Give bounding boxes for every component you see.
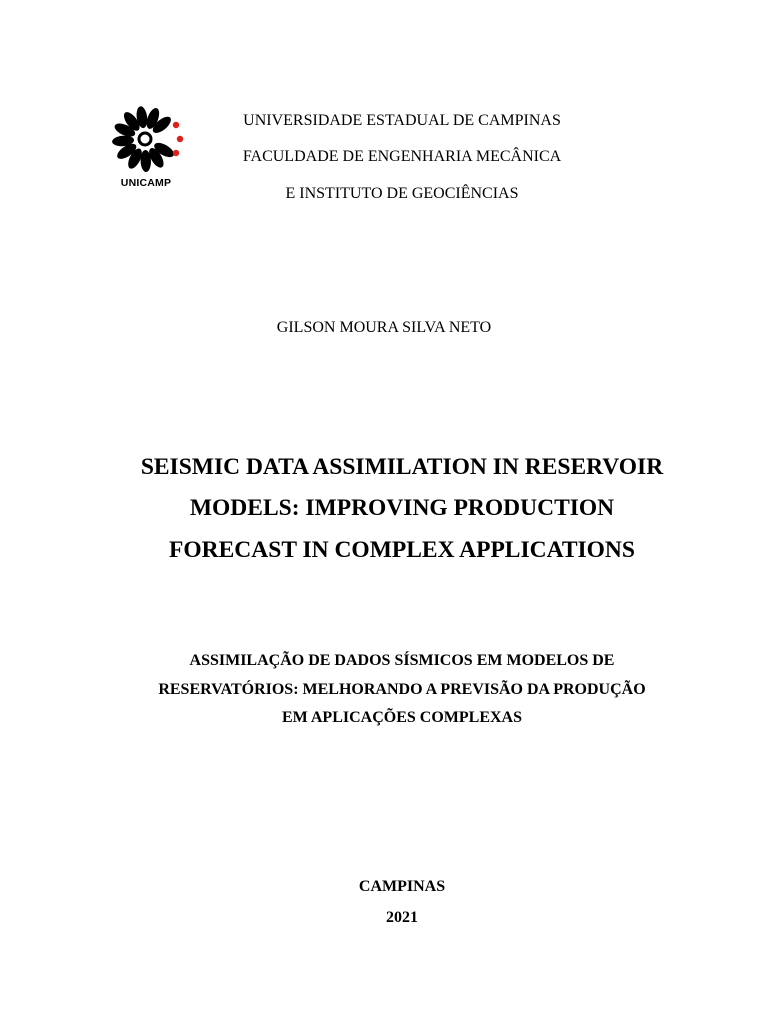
unicamp-logo: [104, 104, 186, 194]
title-english-line-1: SEISMIC DATA ASSIMILATION IN RESERVOIR: [140, 454, 664, 480]
logo-text: UNICAMP: [120, 177, 172, 189]
author-name: GILSON MOURA SILVA NETO: [276, 319, 492, 336]
unicamp-logo-mark: [104, 104, 186, 174]
institute-name: E INSTITUTO DE GEOCIÊNCIAS: [285, 185, 519, 202]
title-english-line-3: FORECAST IN COMPLEX APPLICATIONS: [169, 537, 635, 563]
city: CAMPINAS: [358, 878, 446, 895]
title-portuguese-line-3: EM APLICAÇÕES COMPLEXAS: [281, 709, 523, 726]
title-portuguese-line-2: RESERVATÓRIOS: MELHORANDO A PREVISÃO DA PRODUÇÃO: [158, 681, 646, 698]
university-name: UNIVERSIDADE ESTADUAL DE CAMPINAS: [243, 112, 561, 129]
title-portuguese-line-1: ASSIMILAÇÃO DE DADOS SÍSMICOS EM MODELOS DE: [189, 652, 615, 669]
title-english-line-2: MODELS: IMPROVING PRODUCTION: [189, 495, 615, 521]
logo-red-dot: [177, 136, 183, 142]
logo-red-dot: [173, 150, 179, 156]
faculty-name: FACULDADE DE ENGENHARIA MECÂNICA: [242, 148, 562, 165]
year: 2021: [386, 909, 418, 926]
logo-red-dot: [173, 122, 179, 128]
